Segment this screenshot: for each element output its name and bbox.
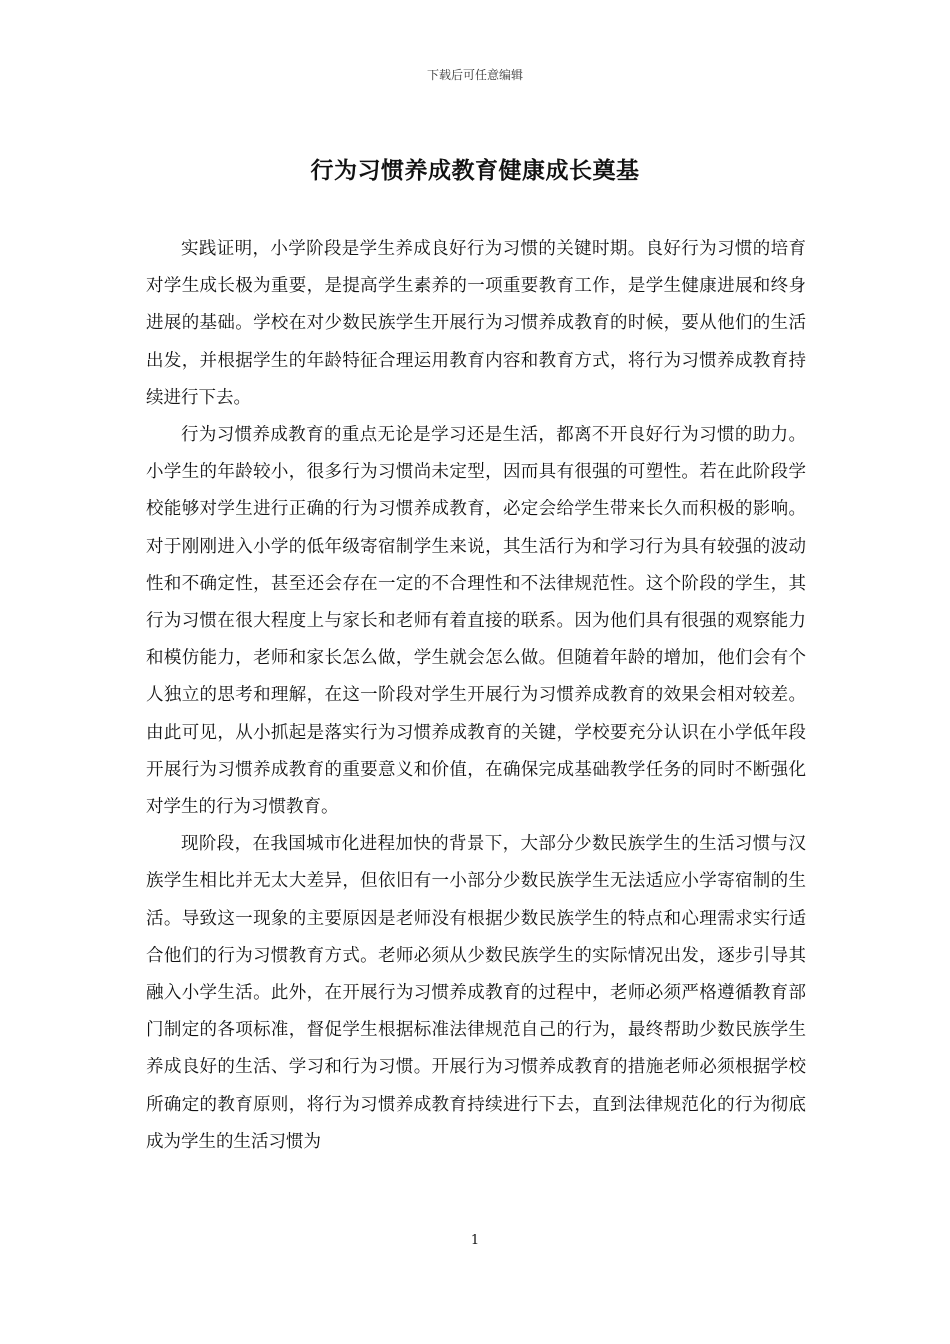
document-title: 行为习惯养成教育健康成长奠基 (310, 157, 640, 184)
paragraph-2: 行为习惯养成教育的重点无论是学习还是生活，都离不开良好行为习惯的助力。小学生的年龄较小，很多行为习惯尚未定型，因而具有很强的可塑性。若在此阶段学校能够对学生进行正确的行为习惯养成教育，必定会给学生带来长久而积极的影响。对于刚刚进入小学的低年级寄宿制学生来说，其生活行为和学习行为具有较强的波动性和不确定性，甚至还会存在一定的不合理性和不法律规范性。这个阶段的学生，其行为习惯在很大程度上与家长和老师有着直接的联系。因为他们具有很强的观察能力和模仿能力，老师和家长怎么做，学生就会怎么做。但随着年龄的增加，他们会有个人独立的思考和理解，在这一阶段对学生开展行为习惯养成教育的效果会相对较差。由此可见，从小抓起是落实行为习惯养成教育的关键，学校要充分认识在小学低年段开展行为习惯养成教育的重要意义和价值，在确保完成基础教学任务的同时不断强化对学生的行为习惯教育。 (146, 425, 806, 818)
document-body (146, 231, 806, 1161)
paragraph-3: 现阶段，在我国城市化进程加快的背景下，大部分少数民族学生的生活习惯与汉族学生相比并无太大差异，但依旧有一小部分少数民族学生无法适应小学寄宿制的生活。导致这一现象的主要原因是老师没有根据少数民族学生的特点和心理需求实行适合他们的行为习惯教育方式。老师必须从少数民族学生的实际情况出发，逐步引导其融入小学生活。此外，在开展行为习惯养成教育的过程中，老师必须严格遵循教育部门制定的各项标准，督促学生根据标准法律规范自己的行为，最终帮助少数民族学生养成良好的生活、学习和行为习惯。开展行为习惯养成教育的措施老师必须根据学校所确定的教育原则，将行为习惯养成教育持续进行下去，直到法律规范化的行为彻底成为学生的生活习惯为 (146, 834, 806, 1152)
paragraph-1: 实践证明，小学阶段是学生养成良好行为习惯的关键时期。良好行为习惯的培育对学生成长极为重要，是提高学生素养的一项重要教育工作，是学生健康进展和终身进展的基础。学校在对少数民族学生开展行为习惯养成教育的时候，要从他们的生活出发，并根据学生的年龄特征合理运用教育内容和教育方式，将行为习惯养成教育持续进行下去。 (146, 239, 806, 408)
page-number: 1 (470, 1233, 480, 1248)
header-note: 下载后可任意编辑 (426, 68, 523, 82)
